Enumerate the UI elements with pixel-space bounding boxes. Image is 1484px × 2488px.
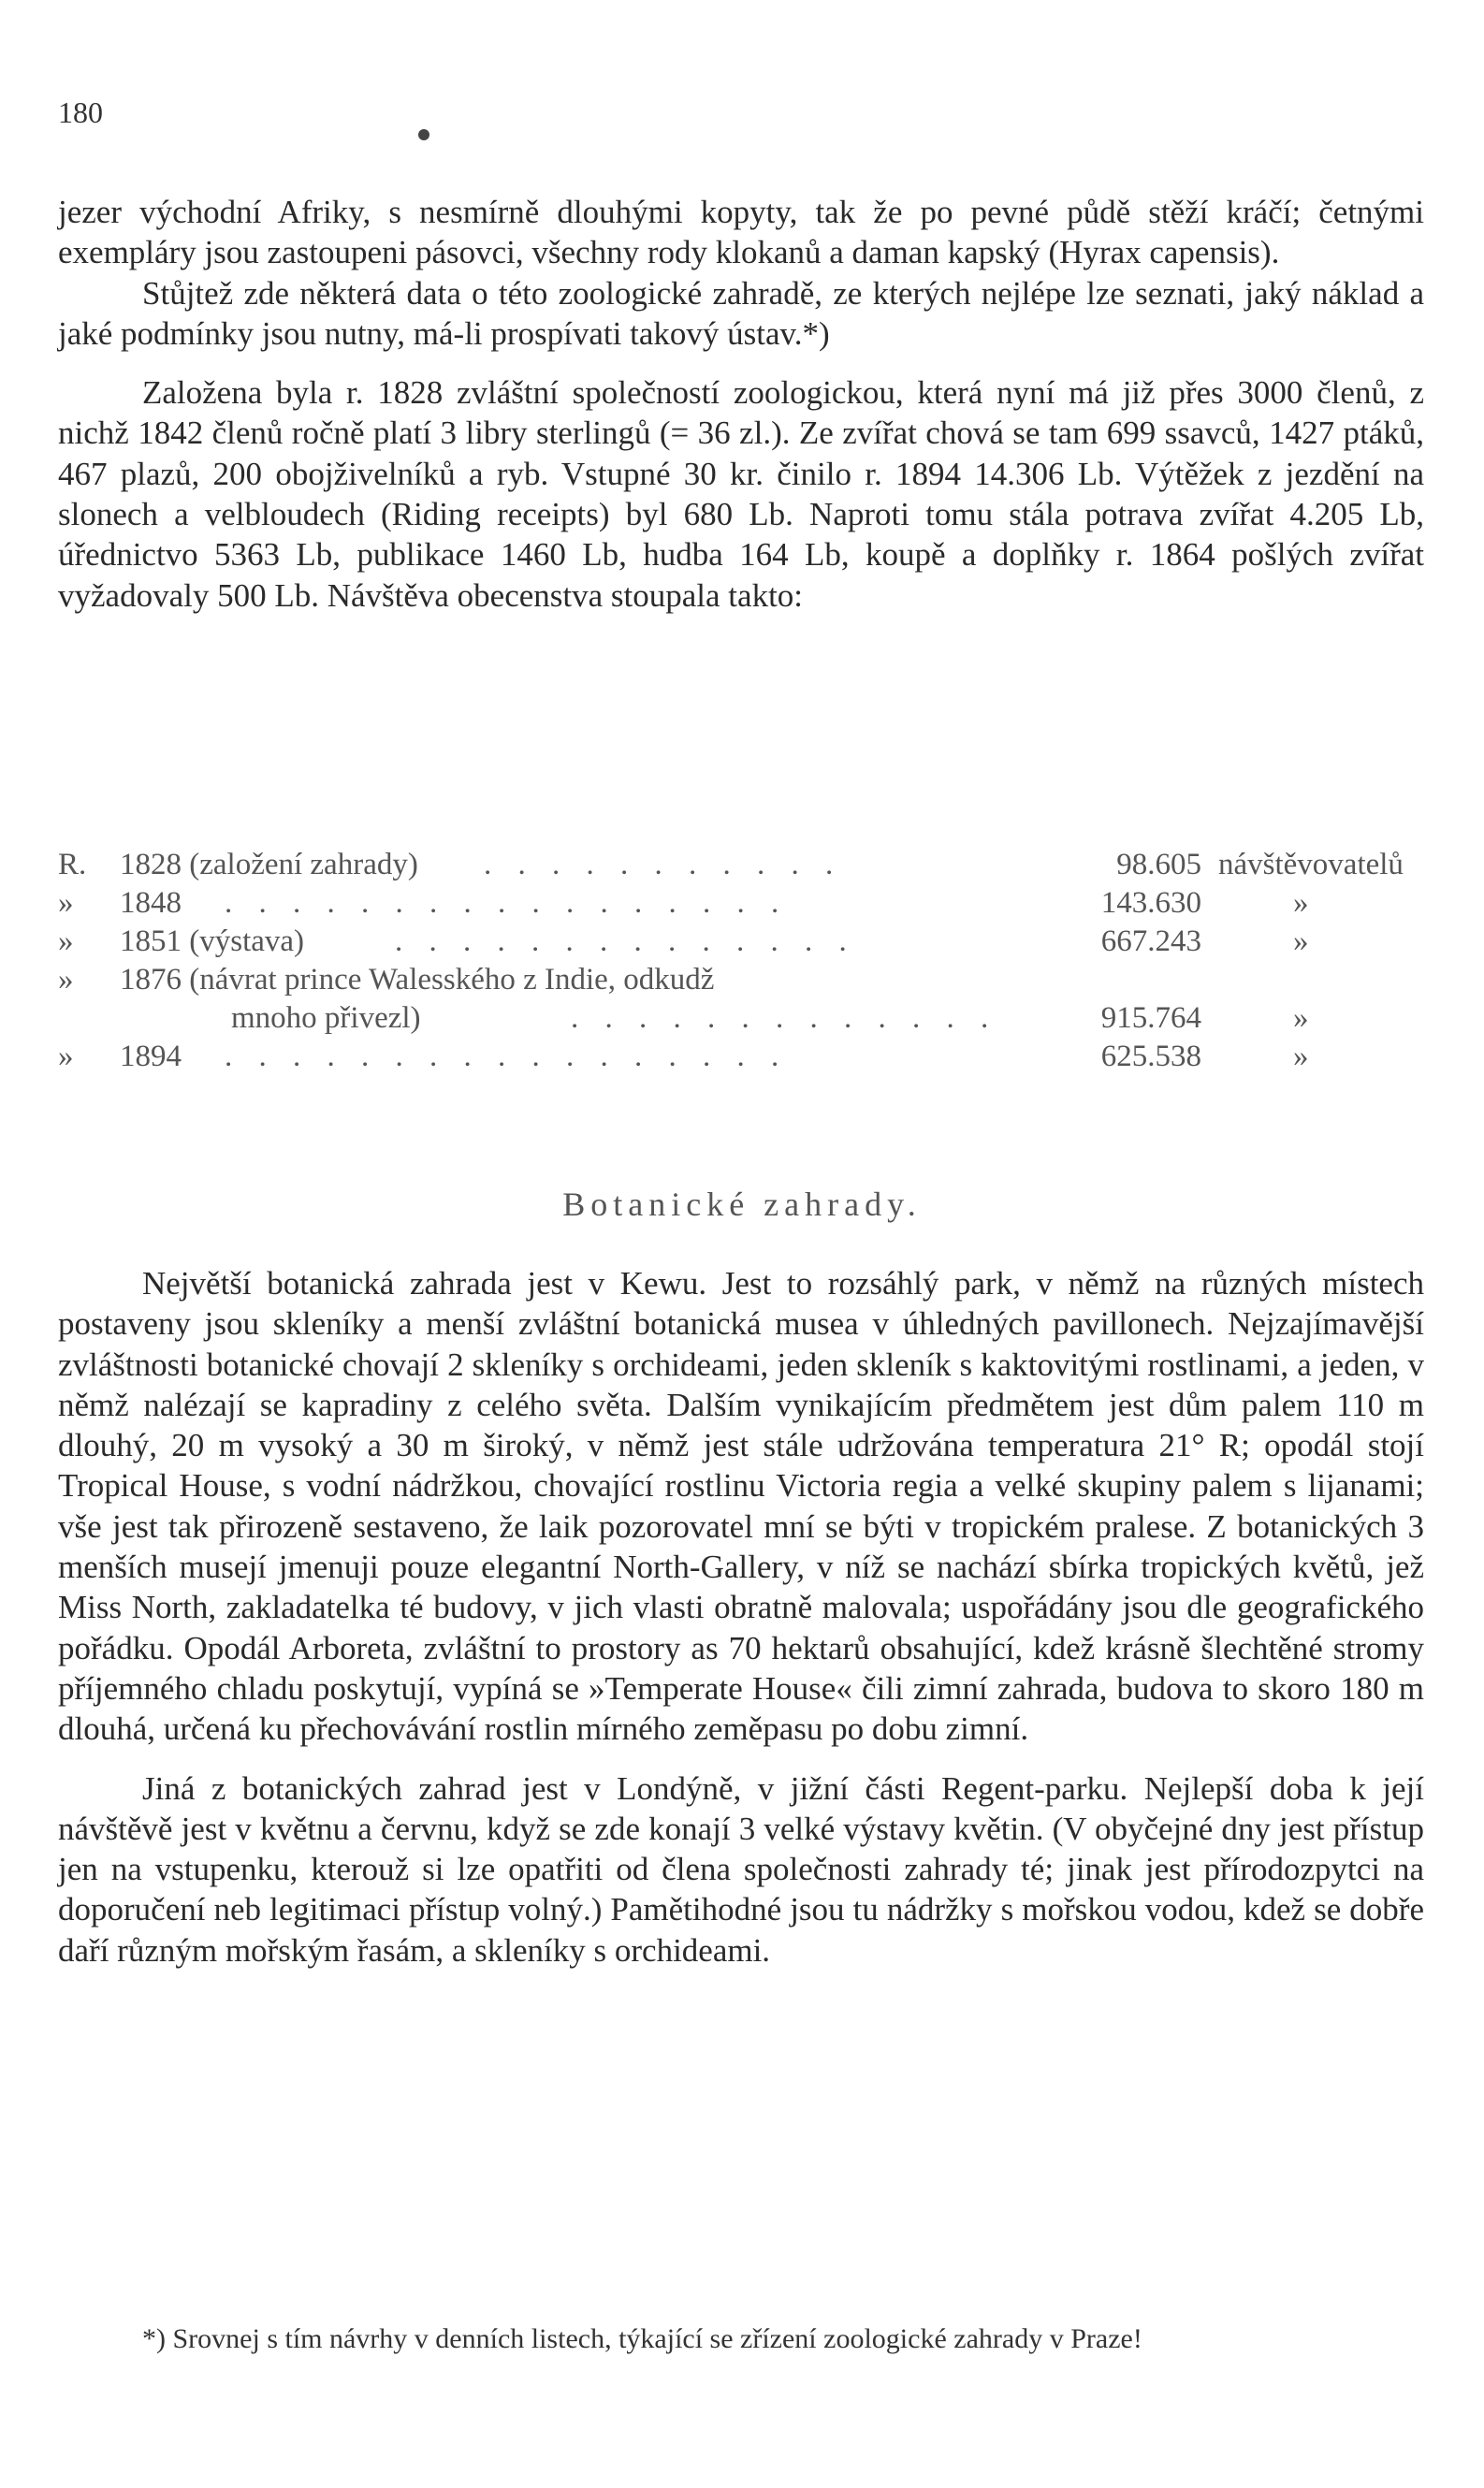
row-value: 143.630 (1100, 886, 1201, 920)
visitors-row (58, 999, 1424, 1038)
visitors-row (58, 1038, 1424, 1076)
visitors-row (58, 884, 1424, 923)
row-prefix: » (58, 963, 74, 997)
intro-text (58, 192, 1424, 616)
row-label: 1851 (výstava) (120, 924, 305, 958)
paragraph-4: Největší botanická zahrada jest v Kewu. Jest to rozsáhlý park, v němž na různých místech postaveny jsou skleníky a menší zvláštní botanická musea v úhledných pavillonech. Nejzajímavější zvláštnosti botanické chovají 2 skleníky s orchideami, jeden skleník s kaktovitými rostlinami, a jeden, v němž nalézají se kapradiny z celého světa. Dalším vynikajícím předmětem jest dům palem 110 m dlouhý, 20 m vysoký a 30 m široký, v němž jest stále udržována temperatura 21° R; opodál stojí Tropical House, s vodní nádržkou, chovající rostlinu Victoria regia a velké skupiny palem s lijanami; vše jest tak přirozeně sestaveno, že laik pozorovatel mní se býti v tropickém pralese. Z botanických 3 menších musejí jmenuji pouze elegantní North-Gallery, v níž se nachází sbírka tropických květů, jež Miss North, zakladatelka té budovy, v jich vlasti obratně malovala; uspořádány jsou dle geografického pořádku. Opodál Arboreta, zvláštní to prostory as 70 hektarů obsahující, kdež krásně šlechtěné stromy příjemného chladu poskytují, vypíná se »Temperate House« čili zimní zahrada, budova to skoro 180 m dlouhá, určená ku přechovávání rostlin mírného zeměpasu po dobu zimní. (58, 1265, 1424, 1748)
paragraph-1: jezer východní Afriky, s nesmírně dlouhými kopyty, tak že po pevné půdě stěží kráčí; četnými exempláry jsou zastoupeni pásovci, všechny rody klokanů a daman kapský (Hyrax capensis). (58, 194, 1424, 271)
visitors-table (58, 846, 1424, 1076)
row-unit: » (1293, 924, 1309, 958)
page-number: 180 (58, 95, 103, 129)
paragraph-3: Založena byla r. 1828 zvláštní společností zoologickou, která nyní má již přes 3000 členů, z nichž 1842 členů ročně platí 3 libry sterlingů (= 36 zl.). Ze zvířat chová se tam 699 ssavců, 1427 ptáků, 467 plazů, 200 obojživelníků a ryb. Vstupné 30 kr. činilo r. 1894 14.306 Lb. Výtěžek z jezdění na slonech a velbloudech (Riding receipts) byl 680 Lb. Naproti tomu stála potrava zvířat 4.205 Lb, úřednictvo 5363 Lb, publikace 1460 Lb, hudba 164 Lb, koupě a doplňky r. 1864 pošlých zvířat vyžadovaly 500 Lb. Návštěva obecenstva stoupala takto: (58, 374, 1424, 614)
visitors-row (58, 961, 1424, 999)
row-prefix: R. (58, 848, 87, 881)
row-label: mnoho přivezl) (231, 1001, 421, 1035)
row-value: 98.605 (1116, 848, 1201, 881)
row-dots: . . . . . . . . . . . . . . . . . (225, 1040, 789, 1073)
row-value: 667.243 (1100, 924, 1201, 958)
row-dots: . . . . . . . . . . . (484, 848, 843, 881)
row-unit: návštěvovatelů (1218, 848, 1404, 881)
row-unit: » (1293, 1001, 1309, 1035)
row-dots: . . . . . . . . . . . . . . . . . (225, 886, 789, 920)
row-label: 1894 (120, 1040, 182, 1073)
row-value: 625.538 (1100, 1040, 1201, 1073)
visitors-row (58, 846, 1424, 884)
row-label: 1876 (návrat prince Walesského z Indie, odkudž (120, 963, 715, 997)
row-value: 915.764 (1100, 1001, 1201, 1035)
row-label: 1848 (120, 886, 182, 920)
row-prefix: » (58, 924, 74, 958)
row-prefix: » (58, 1040, 74, 1073)
footnote-text: *) Srovnej s tím návrhy v denních listech, týkající se zřízení zoologické zahrady v Praze! (142, 2323, 1142, 2354)
botanical-text (58, 1263, 1424, 1971)
section-heading: Botanické zahrady. (562, 1186, 922, 1223)
row-dots: . . . . . . . . . . . . . . (395, 924, 856, 958)
row-unit: » (1293, 886, 1309, 920)
paragraph-5: Jiná z botanických zahrad jest v Londýně, v jižní části Regent-parku. Nejlepší doba k její návštěvě jest v květnu a červnu, když se zde konají 3 velké výstavy květin. (V obyčejné dny jest přístup jen na vstupenku, kterouž si lze opatřiti od člena společnosti zahrady té; jinak jest přírodozpytci na doporučení neb legitimaci přístup volný.) Pamětihodné jsou tu nádržky s mořskou vodou, kdež se dobře daří různým mořským řasám, a skleníky s orchideami. (58, 1769, 1424, 1969)
footnote (58, 2321, 1424, 2358)
row-label: 1828 (založení zahrady) (120, 848, 418, 881)
row-dots: . . . . . . . . . . . . . (571, 1001, 998, 1035)
row-unit: » (1293, 1040, 1309, 1073)
visitors-row (58, 923, 1424, 961)
row-prefix: » (58, 886, 74, 920)
ink-dot-mark (418, 129, 429, 140)
paragraph-2: Stůjtež zde některá data o této zoologické zahradě, ze kterých nejlépe lze seznati, jaký náklad a jaké podmínky jsou nutny, má-li prospívati takový ústav.*) (58, 274, 1424, 352)
